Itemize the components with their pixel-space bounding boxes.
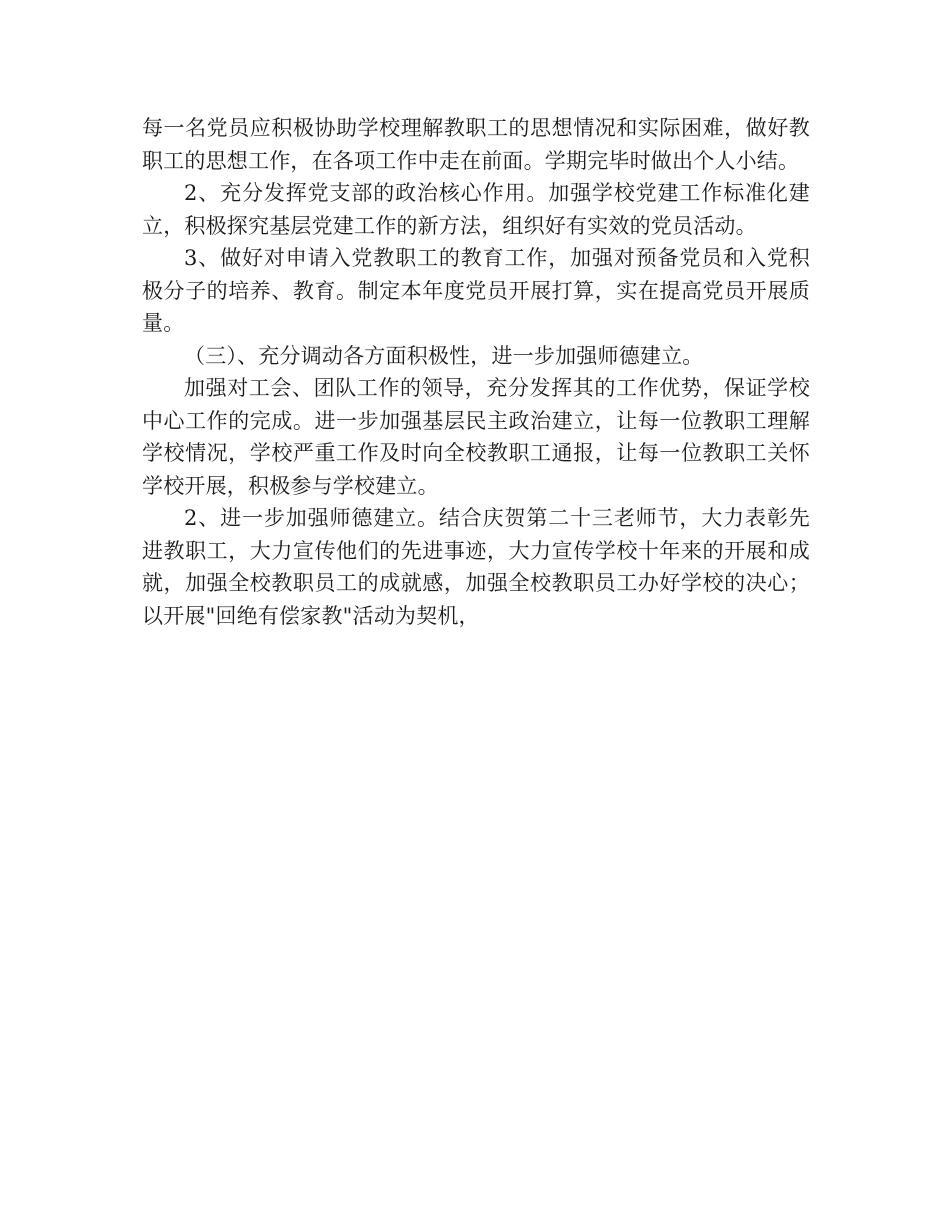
paragraph-2: 2、充分发挥党支部的政治核心作用。加强学校党建工作标准化建立，积极探究基层党建工作的新方法，组织好有实效的党员活动。 <box>142 181 810 238</box>
paragraph-1: 每一名党员应积极协助学校理解教职工的思想情况和实际困难，做好教职工的思想工作，在各项工作中走在前面。学期完毕时做出个人小结。 <box>142 116 810 173</box>
section-heading: （三）、充分调动各方面积极性，进一步加强师德建立。 <box>184 343 704 368</box>
paragraph-6: 2、进一步加强师德建立。结合庆贺第二十三老师节，大力表彰先进教职工，大力宣传他们的先进事迹，大力宣传学校十年来的开展和成就，加强全校教职员工的成就感，加强全校教职员工办好学校的决心；以开展"回绝有偿家教"活动为契机， <box>142 506 810 628</box>
paragraph-3: 3、做好对申请入党教职工的教育工作，加强对预备党员和入党积极分子的培养、教育。制定本年度党员开展打算，实在提高党员开展质量。 <box>142 246 810 335</box>
paragraph-5: 加强对工会、团队工作的领导，充分发挥其的工作优势，保证学校中心工作的完成。进一步加强基层民主政治建立，让每一位教职工理解学校情况，学校严重工作及时向全校教职工通报，让每一位教职工关怀学校开展，积极参与学校建立。 <box>142 376 810 498</box>
